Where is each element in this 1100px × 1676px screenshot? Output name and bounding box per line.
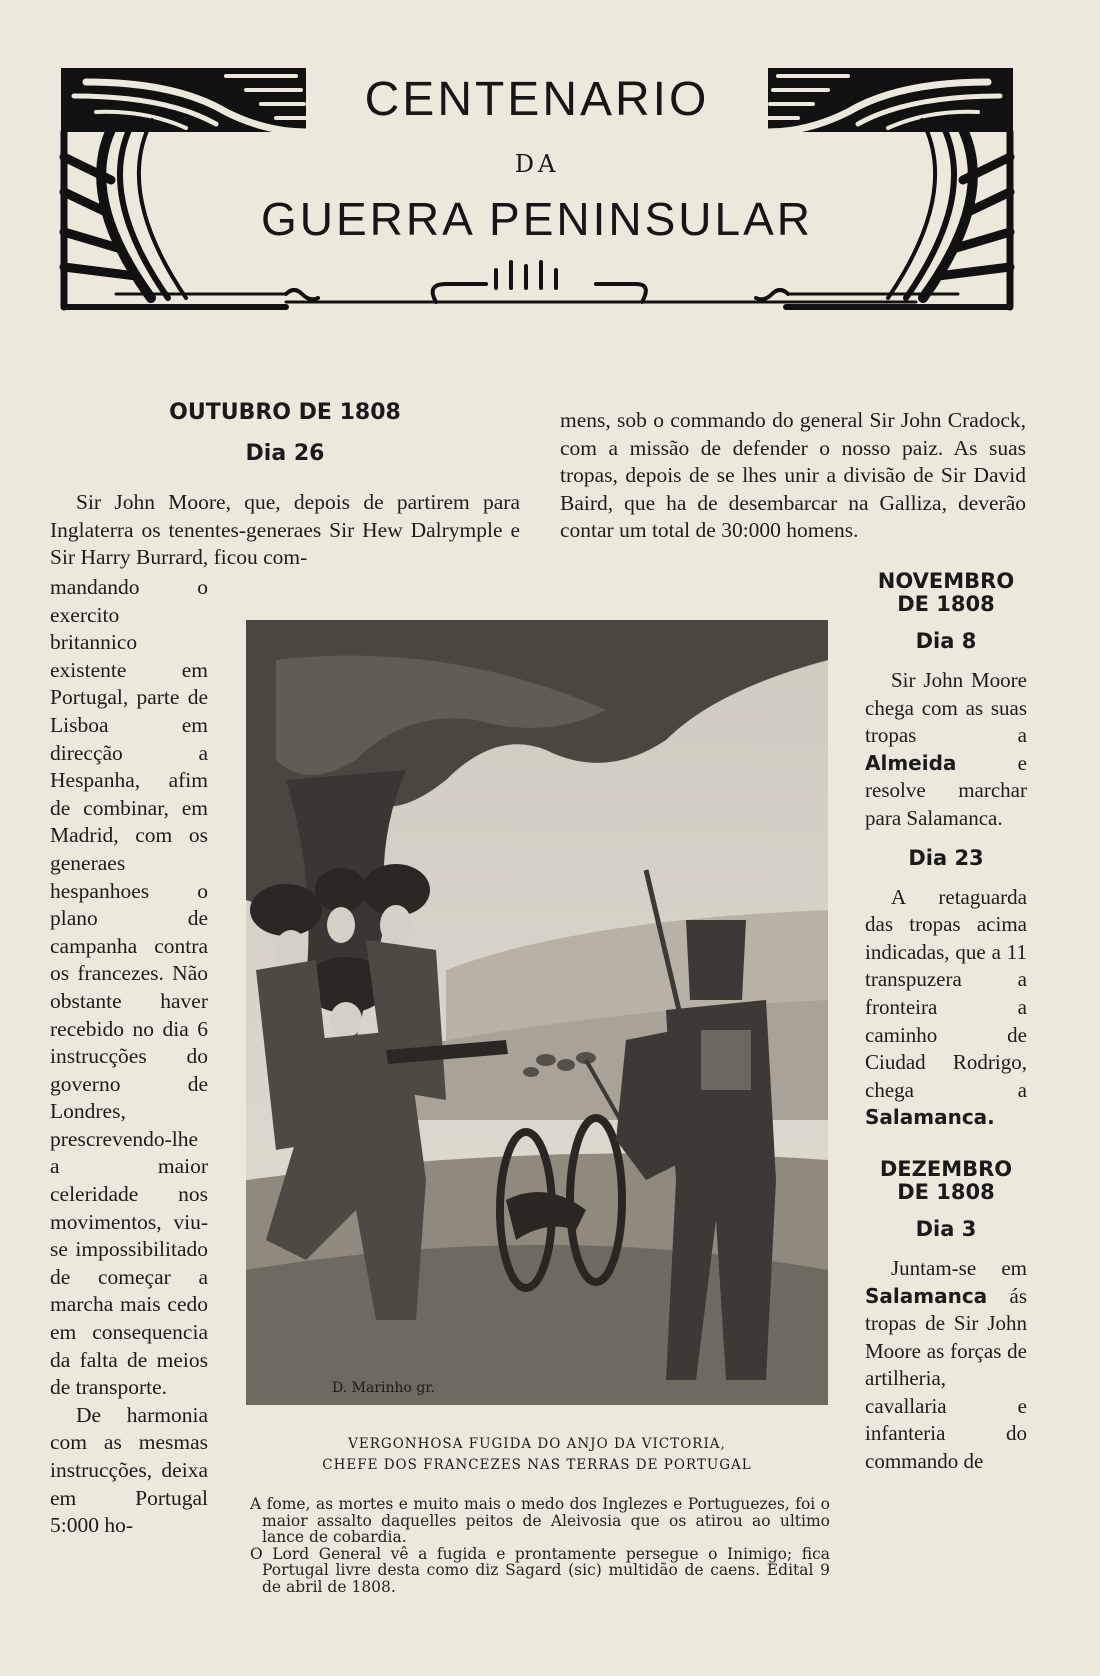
- caption-quote-2: O Lord General vê a fugida e prontamente persegue o Inimigo; fica Portugal livre desta como diz Sagard (sic) multidão de caens. Edital 9 de abril de 1808.: [250, 1544, 830, 1596]
- month-heading-november: NOVEMBRO DE 1808: [877, 569, 1015, 616]
- november-8-paragraph: [865, 667, 1027, 833]
- place-salamanca-dec: Salamanca: [865, 1283, 988, 1308]
- month-heading-october: OUTUBRO DE 1808: [169, 400, 401, 425]
- caption-title-line-1: VERGONHOSA FUGIDA DO ANJO DA VICTORIA,: [348, 1436, 726, 1452]
- october-heading-block: [50, 400, 520, 466]
- battle-scene-image: [246, 620, 828, 1405]
- nov8-text-start: Sir John Moore chega com as suas tropas a: [865, 668, 1027, 748]
- day-heading-8: Dia 8: [915, 629, 977, 653]
- place-almeida: Almeida: [865, 750, 957, 775]
- nov23-text-start: A retaguarda das tropas acima indicadas, que a 11 transpuzera a fronteira a caminho de Ciudad Rodrigo, chega a: [865, 884, 1027, 1102]
- october-paragraph-full: [50, 489, 520, 572]
- october-paragraph-ending: mens, sob o commando do general Sir John Cradock, com a missão de defender o nosso paiz. As suas tropas, depois de se lhes unir a divisão de Sir David Baird, que ha de desembarcar na Galliza, deverão contar um total de 30:000 homens.: [560, 408, 1026, 543]
- day-heading-23: Dia 23: [908, 845, 984, 870]
- title-line-da: DA: [514, 150, 560, 178]
- october-paragraph-continued: mandando o exercito britannico existente em Portugal, parte de Lisboa em direcção a Hespanha, afim de combinar, em Madrid, com os generaes hespanhoes o plano de campanha contra os francezes. Não obstante haver recebido no dia 6 instrucções do governo de Londres, prescrevendo-lhe a maior celeridade nos movimentos, viu-se impossibilitado de começar a marcha mais cedo em consequencia da falta de meios de transporte.: [50, 575, 208, 1400]
- october-narrow-column: [50, 574, 208, 1540]
- engraver-signature: D. Marinho gr.: [332, 1380, 435, 1396]
- month-heading-december: DEZEMBRO DE 1808: [879, 1156, 1013, 1204]
- october-continuation: [560, 407, 1026, 545]
- october-paragraph-start: Sir John Moore, que, depois de partirem para Inglaterra os tenentes-generaes Sir Hew Dalrymple e Sir Harry Burrard, ficou com-: [50, 490, 520, 570]
- illustration-caption-title: [246, 1434, 828, 1476]
- right-column: [865, 570, 1027, 1476]
- illustration-caption-quote: [250, 1496, 830, 1595]
- engraving-illustration: [246, 620, 828, 1405]
- title-line-centenario: CENTENARIO: [364, 73, 710, 126]
- dec3-text-start: Juntam-se em: [891, 1255, 1027, 1280]
- october-paragraph-second: De harmonia com as mesmas instrucções, deixa em Portugal 5:000 ho-: [50, 1402, 208, 1538]
- nov8-text-end: e resolve marchar para Salamanca.: [865, 750, 1027, 830]
- december-3-paragraph: [865, 1255, 1027, 1476]
- day-heading-26: Dia 26: [245, 441, 325, 466]
- november-23-paragraph: [865, 884, 1027, 1132]
- dec3-text-end: ás tropas de Sir John Moore as forças de artilheria, cavallaria e infanteria do commando de: [865, 1283, 1027, 1474]
- place-salamanca: Salamanca.: [865, 1105, 995, 1130]
- title-line-guerra-peninsular: GUERRA PENINSULAR: [260, 193, 813, 245]
- title-banner: [56, 62, 1018, 324]
- caption-title-line-2: CHEFE DOS FRANCEZES NAS TERRAS DE PORTUGAL: [322, 1457, 752, 1473]
- day-heading-3: Dia 3: [915, 1216, 977, 1241]
- caption-quote-1: A fome, as mortes e muito mais o medo dos Inglezes e Portuguezes, foi o maior assalto daquelles peitos de Aleivosia que os atirou ao ultimo lance de cobardia.: [250, 1495, 830, 1546]
